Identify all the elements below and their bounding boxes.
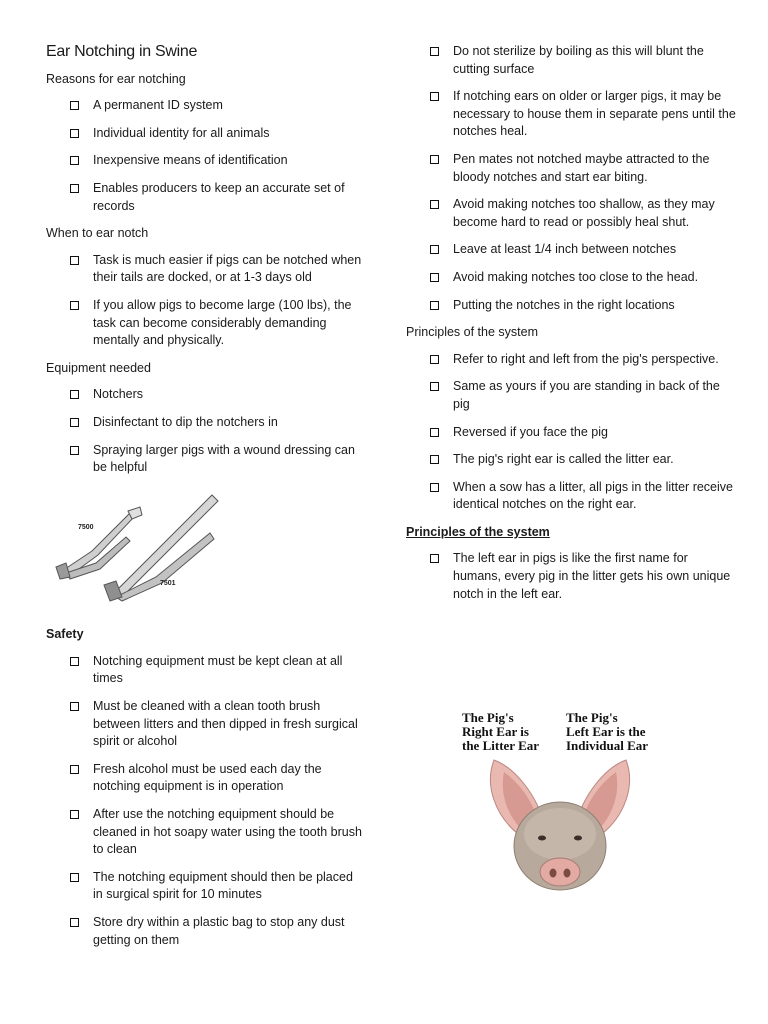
checkbox-icon (70, 765, 79, 774)
list-item-text: Same as yours if you are standing in back of the pig (453, 379, 720, 411)
caption-line: The Pig's (462, 710, 514, 725)
list-item (406, 196, 736, 231)
list-item-text: Store dry within a plastic bag to stop any dust getting on them (93, 915, 345, 947)
list-item (406, 297, 736, 315)
list-item-text: A permanent ID system (93, 98, 223, 113)
page-title: Ear Notching in Swine (46, 43, 198, 60)
caption-line: Right Ear is (462, 724, 529, 739)
list-item-text: Reversed if you face the pig (453, 424, 608, 439)
checkbox-icon (70, 156, 79, 165)
checkbox-icon (430, 92, 439, 101)
list-item-text: Do not sterilize by boiling as this will blunt the cutting surface (453, 44, 704, 76)
list-item (406, 479, 736, 514)
checkbox-icon (70, 184, 79, 193)
checkbox-icon (430, 273, 439, 282)
list-item (46, 97, 364, 115)
caption-line: Individual Ear (566, 738, 649, 753)
caption-line: the Litter Ear (462, 738, 540, 753)
checkbox-icon (70, 702, 79, 711)
list-item-text: The pig's right ear is called the litter ear. (453, 452, 674, 467)
list-item-text: Leave at least 1/4 inch between notches (453, 242, 677, 257)
checkbox-icon (70, 390, 79, 399)
section-heading-safety: Safety (46, 627, 84, 642)
list-item (406, 550, 736, 603)
list-item-text: Task is much easier if pigs can be notched when their tails are docked, or at 1-3 days old (93, 252, 362, 285)
checkbox-icon (430, 155, 439, 164)
list-item (46, 386, 364, 404)
checkbox-icon (70, 301, 79, 310)
principles-list (406, 351, 736, 514)
pig-head-icon (490, 760, 629, 890)
principles-2-list (406, 550, 736, 603)
checkbox-icon (430, 382, 439, 391)
tool-label-7500: 7500 (78, 523, 94, 531)
checkbox-icon (70, 129, 79, 138)
list-item (406, 378, 736, 413)
list-item (46, 698, 364, 751)
caption-line: The Pig's (566, 710, 618, 725)
pig-ear-diagram (456, 706, 664, 902)
checkbox-icon (70, 918, 79, 927)
list-item-text: After use the notching equipment should be cleaned in hot soapy water using the tooth brush to clean (93, 807, 362, 857)
section-heading-principles: Principles of the system (406, 325, 538, 340)
checkbox-icon (70, 101, 79, 110)
checkbox-icon (430, 245, 439, 254)
checkbox-icon (430, 428, 439, 437)
list-item-text: Avoid making notches too close to the head. (453, 269, 699, 284)
list-item (46, 761, 364, 796)
checkbox-icon (430, 355, 439, 364)
list-item-text: Notching equipment must be kept clean at all times (93, 653, 343, 686)
list-item (46, 653, 364, 688)
section-heading-reasons: Reasons for ear notching (46, 71, 186, 86)
section-heading-when: When to ear notch (46, 226, 149, 241)
list-item (406, 269, 736, 287)
ear-notcher-illustration (52, 493, 222, 603)
list-item-text: Enables producers to keep an accurate set of records (93, 180, 345, 213)
tool-label-7501: 7501 (160, 579, 176, 587)
section-heading-principles-2: Principles of the system (406, 524, 550, 539)
list-item (46, 152, 364, 170)
list-item-text: Pen mates not notched maybe attracted to the bloody notches and start ear biting. (453, 151, 710, 184)
list-item (406, 451, 736, 469)
checkbox-icon (430, 455, 439, 464)
list-item-text: Disinfectant to dip the notchers in (93, 414, 278, 429)
list-item (46, 180, 364, 215)
left-column (46, 0, 364, 959)
checkbox-icon (70, 657, 79, 666)
list-item-text: When a sow has a litter, all pigs in the litter receive identical notches on the right ear. (453, 479, 733, 512)
list-item (406, 43, 736, 78)
section-heading-equipment: Equipment needed (46, 360, 151, 375)
checkbox-icon (430, 554, 439, 563)
list-item (406, 241, 736, 259)
list-item (46, 869, 364, 904)
list-item (46, 414, 364, 432)
list-item-text: Notchers (93, 387, 144, 402)
list-item (406, 151, 736, 186)
when-list (46, 252, 364, 350)
list-item (406, 88, 736, 141)
checkbox-icon (430, 301, 439, 310)
list-item-text: Fresh alcohol must be used each day the notching equipment is in operation (93, 761, 322, 794)
right-column (406, 43, 736, 613)
checkbox-icon (70, 446, 79, 455)
checkbox-icon (430, 200, 439, 209)
safety-list (46, 653, 364, 949)
list-item-text: The left ear in pigs is like the first name for humans, every pig in the litter gets his own unique notch in the left ear. (453, 551, 731, 601)
checkbox-icon (70, 256, 79, 265)
list-item (46, 297, 364, 350)
list-item-text: If notching ears on older or larger pigs, it may be necessary to house them in separate pens until the notches heal. (453, 89, 736, 139)
list-item-text: Must be cleaned with a clean tooth brush between litters and then dipped in fresh surgical spirit or alcohol (93, 699, 358, 749)
list-item-text: Individual identity for all animals (93, 125, 270, 140)
safety-continued-list (406, 43, 736, 314)
reasons-list (46, 97, 364, 215)
list-item (46, 442, 364, 477)
list-item (46, 806, 364, 859)
notcher-7500-drawing (56, 507, 142, 579)
caption-line: Left Ear is the (566, 724, 646, 739)
checkbox-icon (430, 47, 439, 56)
list-item-text: Inexpensive means of identification (93, 153, 288, 168)
list-item-text: If you allow pigs to become large (100 lbs), the task can become considerably demanding mentally and physically. (93, 297, 352, 348)
pig-caption-right (566, 710, 648, 753)
checkbox-icon (70, 873, 79, 882)
list-item-text: Putting the notches in the right locations (453, 297, 675, 312)
list-item-text: The notching equipment should then be placed in surgical spirit for 10 minutes (93, 869, 353, 902)
list-item (406, 424, 736, 442)
list-item (406, 351, 736, 369)
pig-caption-left (462, 710, 539, 753)
list-item-text: Spraying larger pigs with a wound dressing can be helpful (93, 442, 355, 475)
checkbox-icon (70, 810, 79, 819)
list-item (46, 252, 364, 287)
checkbox-icon (430, 483, 439, 492)
list-item (46, 914, 364, 949)
checkbox-icon (70, 418, 79, 427)
equipment-list (46, 386, 364, 476)
list-item-text: Avoid making notches too shallow, as they may become hard to read or possibly heal shut. (453, 197, 715, 229)
list-item (46, 125, 364, 143)
list-item-text: Refer to right and left from the pig's perspective. (453, 351, 719, 366)
